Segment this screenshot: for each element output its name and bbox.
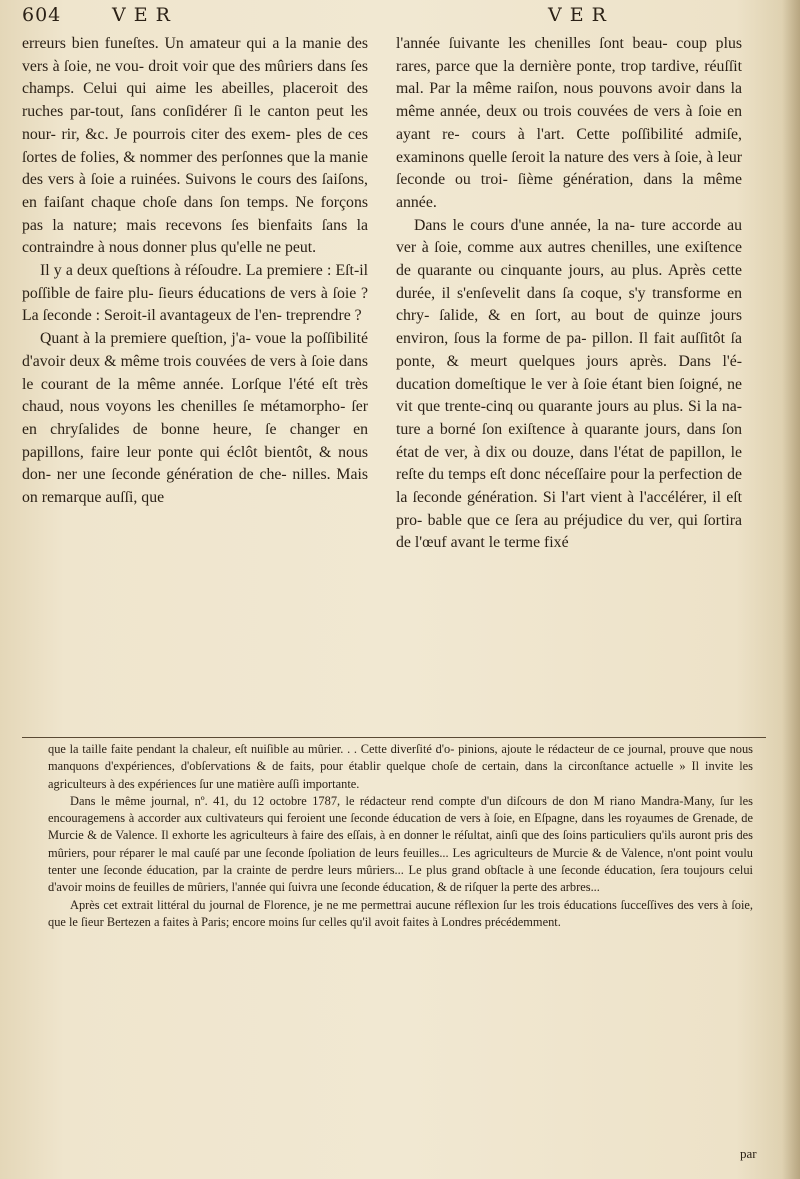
left-paragraph: erreurs bien funeſtes. Un amateur qui a la manie des vers à ſoie, ne vou- droit voir que des mûriers dans ſes champs. Celui qui aime les abeilles, placeroit des ruches par-tout, ſans conſidérer ſi le canton peut les nour- rir, &c. Je pourrois citer des exem- ples de ces ſortes de folies, & nommer des perſonnes que la manie des vers à ſoie a ruinées. Suivons le cours des ſaiſons, en faiſant chaque choſe dans ſon temps. Ne forçons pas la nature; mais recevons ſes bienfaits ſans la contraindre à nous donner plus qu'elle ne peut. [22, 35, 368, 257]
footnote-paragraph: que la taille faite pendant la chaleur, eſt nuiſible au mûrier. . . Cette diverſité d'o- pinions, ajoute le rédacteur de ce journal, prouve que nous manquons d'expériences, d'obſervations & de faits, pour établir quelque choſe de certain, dans la circonſtance actuelle » Il invite les agriculteurs à des expériences ſur une matière auſſi importante. [48, 742, 753, 791]
footnote-paragraph: Dans le même journal, nº. 41, du 12 octobre 1787, le rédacteur rend compte d'un diſcours de don M riano Mandra-Many, ſur les encouragemens à accorder aux cultivateurs qui feroient une ſeconde éducation de vers à ſoie, en Eſpagne, dans les royaumes de Grenade, de Murcie & de Valence. Il exhorte les agriculteurs à faire des eſſais, à en donner le réſultat, ainſi que des ſoins particuliers qu'ils auront pris des mûriers, pour réparer le mal cauſé par une ſeconde ſpoliation de leurs feuilles... Les agriculteurs de Murcie & de Valence, n'ont point voulu tenter une ſeconde éducation, par la crainte de perdre leurs mûriers... Le plus grand obſtacle à une ſeconde éducation, ſera toujours celui d'avoir moins de feuilles de mûriers, l'année qui ſuivra une ſeconde éducation, & de riſquer la perte des arbres... [48, 793, 753, 895]
catchword: par [740, 1146, 757, 1161]
footnote-divider [22, 737, 766, 738]
right-column [396, 33, 742, 731]
left-paragraph: Quant à la premiere queſtion, j'a- voue la poſſibilité d'avoir deux & même trois couvées de vers à ſoie dans le courant de la même année. Lorſque l'été eſt très chaud, nous voyons les chenilles ſe métamorpho- ſer en chryſalides de bonne heure, ſe changer en papillons, faire leur ponte qui éclôt bientôt, & nous don- ner une ſeconde génération de che- nilles. Mais on remarque auſſi, que [22, 330, 368, 507]
running-head-right: V E R [548, 4, 607, 26]
right-paragraph: Dans le cours d'une année, la na- ture accorde au ver à ſoie, comme aux autres chenilles, une exiſtence de quarante ou cinquante jours, au plus. Après cette durée, il s'enſevelit dans ſa coque, s'y transforme en chry- ſalide, & en ſort, au bout de quinze jours environ, ſous la forme de pa- pillon. Il fait auſſitôt ſa ponte, & meurt quelques jours après. Dans l'é- ducation domeſtique le ver à ſoie étant bien ſoigné, ne vit que trente-cinq ou quarante jours au plus. Si la na- ture a borné ſon exiſtence à quarante jours, dans ſon état de ver, à dix ou douze, dans l'état de papillon, le reſte du temps eſt donc néceſſaire pour la perfection de la ſeconde génération. Si l'art vient à l'accélérer, il eſt pro- bable que ce ſera au préjudice du ver, qui ſortira de l'œuf avant le terme fixé [396, 216, 742, 552]
left-column [22, 33, 368, 731]
running-head-left: V E R [112, 4, 171, 26]
footnote [48, 741, 753, 1141]
page-number: 604 [22, 4, 62, 26]
page-edge-shadow [782, 0, 800, 1179]
left-paragraph: Il y a deux queſtions à réſoudre. La premiere : Eſt-il poſſible de faire plu- ſieurs éducations de vers à ſoie ? La ſeconde : Seroit-il avantageux de l'en- treprendre ? [22, 262, 368, 325]
right-paragraph: l'année ſuivante les chenilles ſont beau- coup plus rares, parce que la dernière ponte, trop tardive, réuſſit mal. Par la même raiſon, nous pouvons avoir dans la même année, deux ou trois couvées de vers à ſoie en ayant re- cours à l'art. Cette poſſibilité admiſe, examinons quelle ſeroit la nature des vers à ſoie, à leur ſeconde ou troi- ſième génération, dans la même année. [396, 35, 742, 211]
footnote-paragraph: Après cet extrait littéral du journal de Florence, je ne me permettrai aucune réflexion ſur les trois éducations ſucceſſives des vers à ſoie, que le ſieur Bertezen a faites à Paris; encore moins ſur celles qu'il avoit faites à Londres précédemment. [48, 897, 753, 929]
